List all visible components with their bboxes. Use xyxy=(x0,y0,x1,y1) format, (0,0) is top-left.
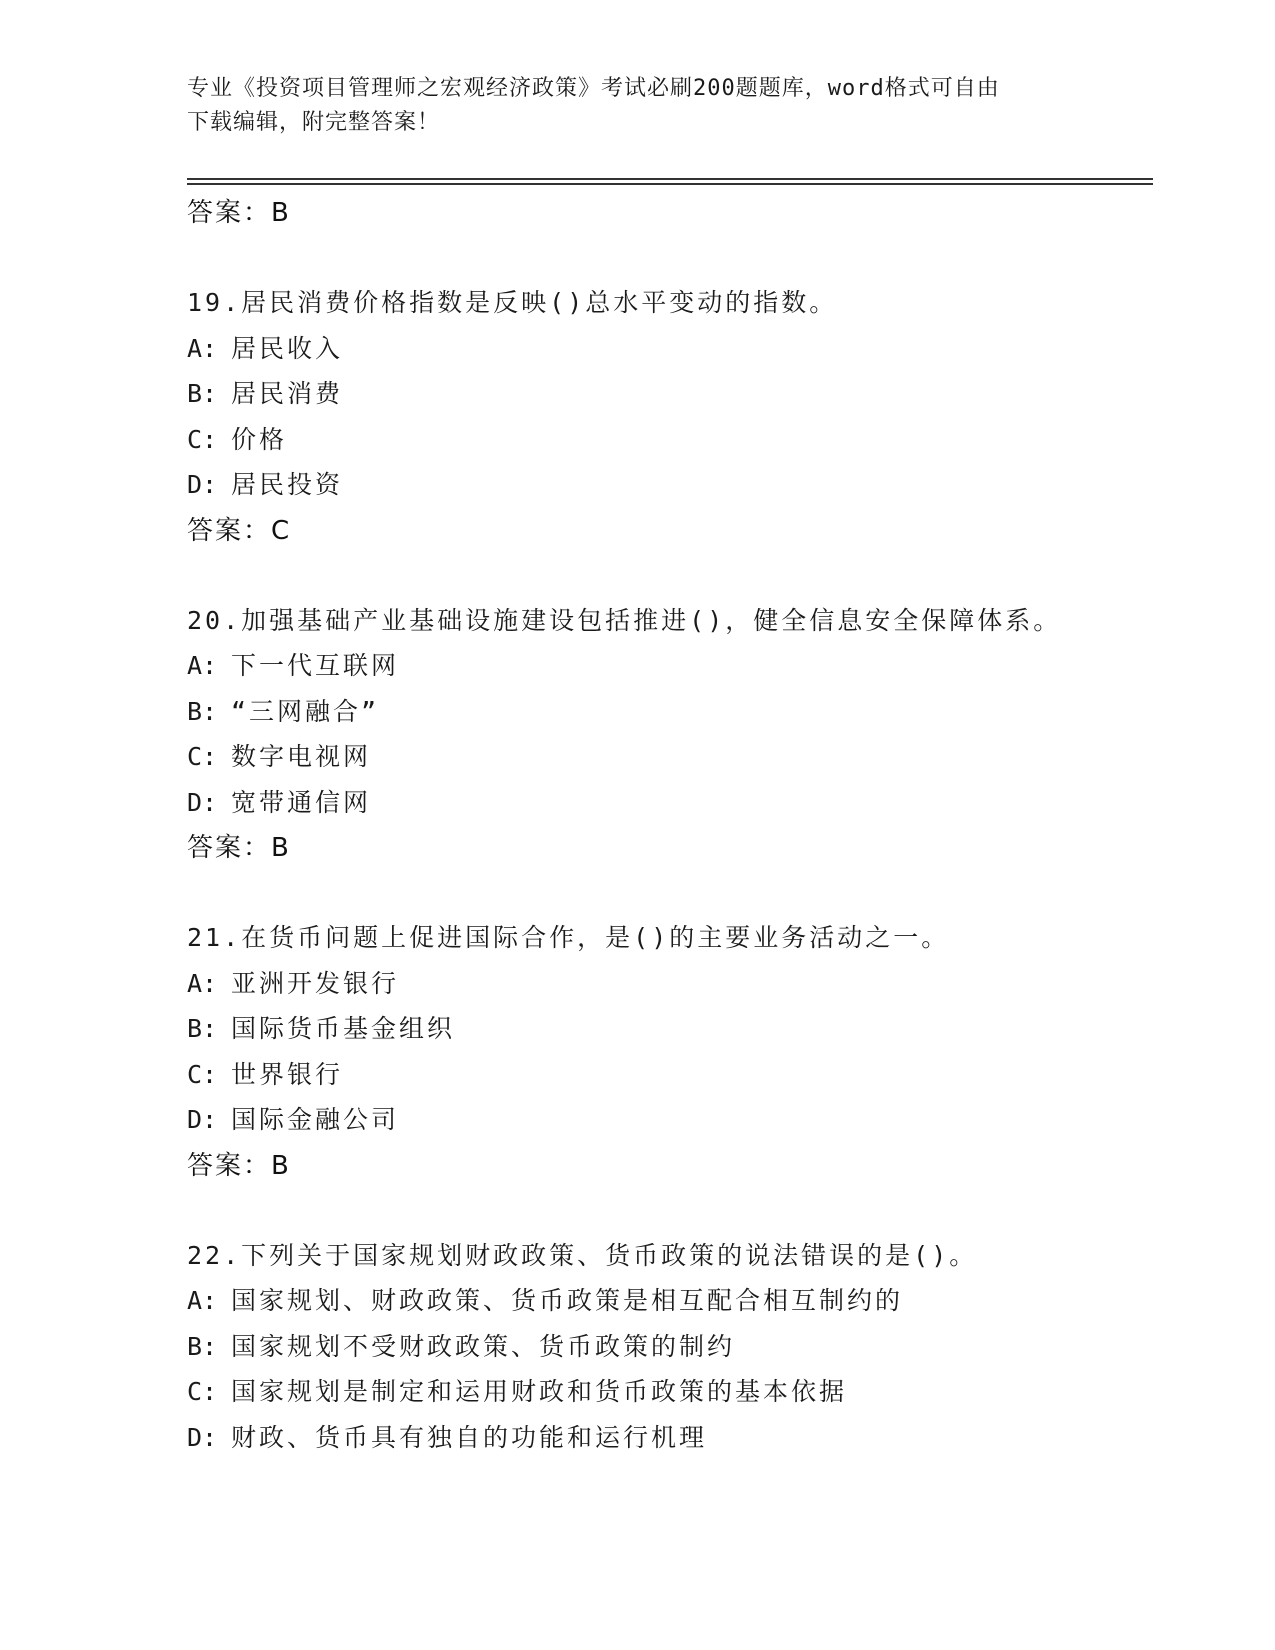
question-block xyxy=(187,1233,1153,1461)
option-c xyxy=(187,417,1153,463)
option-text: 数字电视网 xyxy=(231,742,372,771)
option-label: D: xyxy=(187,1105,218,1134)
option-text: 宽带通信网 xyxy=(231,787,372,817)
option-label: B: xyxy=(187,379,218,408)
option-a xyxy=(187,643,1153,689)
option-label: D: xyxy=(187,787,218,817)
option-b xyxy=(187,1324,1153,1370)
option-text: 下一代互联网 xyxy=(231,651,400,680)
answer-line: 答案：C xyxy=(187,515,292,546)
option-c xyxy=(187,1052,1153,1098)
option-d xyxy=(187,780,1153,826)
question-stem: 22.下列关于国家规划财政政策、货币政策的说法错误的是()。 xyxy=(187,1240,978,1270)
option-label: D: xyxy=(187,470,218,499)
option-b xyxy=(187,1006,1153,1052)
option-text: 价格 xyxy=(231,424,288,454)
option-text: 财政、货币具有独自的功能和运行机理 xyxy=(231,1422,708,1452)
option-a xyxy=(187,326,1153,372)
answer-line: 答案：B xyxy=(187,833,291,863)
question-stem: 21.在货币问题上促进国际合作，是()的主要业务活动之一。 xyxy=(187,923,950,952)
question-stem: 19.居民消费价格指数是反映()总水平变动的指数。 xyxy=(187,288,838,317)
option-c xyxy=(187,1369,1153,1415)
option-label: B: xyxy=(187,1014,218,1043)
option-label: A: xyxy=(187,968,218,998)
question-block xyxy=(187,280,1153,554)
option-text: 居民投资 xyxy=(231,470,344,499)
option-text: 国家规划是制定和运用财政和货币政策的基本依据 xyxy=(231,1377,848,1406)
option-d xyxy=(187,1097,1153,1143)
option-a xyxy=(187,961,1153,1007)
option-label: C: xyxy=(187,424,218,454)
header-divider-top xyxy=(187,178,1153,180)
option-d xyxy=(187,1415,1153,1461)
question-block xyxy=(187,598,1153,872)
option-text: 国家规划、财政政策、货币政策是相互配合相互制约的 xyxy=(231,1286,904,1315)
option-b xyxy=(187,689,1153,735)
question-stem: 20.加强基础产业基础设施建设包括推进()，健全信息安全保障体系。 xyxy=(187,605,1062,635)
option-label: A: xyxy=(187,651,218,680)
document-body xyxy=(187,190,1153,1460)
option-c xyxy=(187,734,1153,780)
answer-line: 答案：B xyxy=(187,1150,291,1181)
option-text: 国际金融公司 xyxy=(231,1105,400,1134)
option-label: B: xyxy=(187,1331,218,1361)
option-b xyxy=(187,371,1153,417)
option-label: C: xyxy=(187,742,218,771)
option-text: 世界银行 xyxy=(231,1059,344,1089)
option-text: 居民消费 xyxy=(231,379,344,408)
option-text: 国家规划不受财政政策、货币政策的制约 xyxy=(231,1331,736,1361)
header-divider-bottom xyxy=(187,183,1153,185)
header-line-1: 专业《投资项目管理师之宏观经济政策》考试必刷200题题库，word格式可自由 xyxy=(187,76,1000,101)
option-label: A: xyxy=(187,333,218,363)
header-line-2: 下载编辑，附完整答案！ xyxy=(187,110,441,135)
option-label: A: xyxy=(187,1286,218,1315)
option-text: 居民收入 xyxy=(231,333,344,363)
document-header xyxy=(187,72,1067,140)
option-label: B: xyxy=(187,696,218,726)
question-block xyxy=(187,915,1153,1189)
option-label: C: xyxy=(187,1377,218,1406)
option-label: D: xyxy=(187,1422,218,1452)
option-d xyxy=(187,462,1153,508)
answer-line: 答案：B xyxy=(187,198,291,228)
option-text: 亚洲开发银行 xyxy=(231,968,400,998)
option-text: “三网融合” xyxy=(231,696,380,726)
option-text: 国际货币基金组织 xyxy=(231,1014,456,1043)
option-a xyxy=(187,1278,1153,1324)
option-label: C: xyxy=(187,1059,218,1089)
